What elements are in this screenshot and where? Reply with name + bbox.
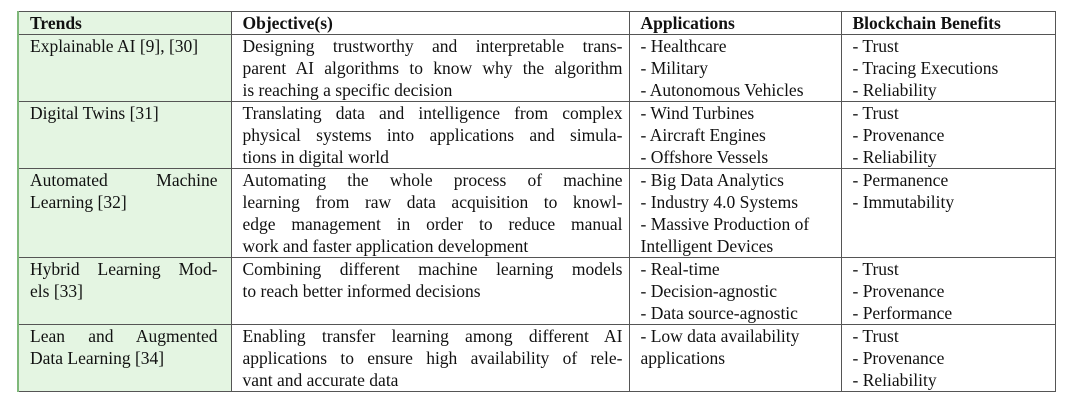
objective-line: applications to ensure high availability of rele- bbox=[242, 348, 623, 368]
trend-line: Automated Machine bbox=[30, 170, 218, 190]
trends-table-container bbox=[17, 11, 1054, 392]
benefit-item: - Provenance bbox=[852, 125, 945, 145]
trend-line: Hybrid Learning Mod- bbox=[30, 259, 218, 279]
trend-line: Lean and Augmented bbox=[30, 326, 218, 346]
trend-cell bbox=[18, 258, 231, 325]
table-row bbox=[18, 169, 1055, 258]
application-item: - Military bbox=[640, 58, 709, 78]
benefit-item: - Permanence bbox=[852, 170, 949, 190]
benefits-cell bbox=[841, 325, 1055, 392]
objective-line: is reaching a specific decision bbox=[242, 80, 453, 100]
application-item: - Data source-agnostic bbox=[640, 303, 798, 323]
table-row bbox=[18, 258, 1055, 325]
objective-line: Designing trustworthy and interpretable trans- bbox=[242, 36, 623, 56]
application-item: - Autonomous Vehicles bbox=[640, 80, 804, 100]
objective-cell bbox=[231, 102, 629, 169]
objective-cell bbox=[231, 325, 629, 392]
table-row bbox=[18, 102, 1055, 169]
application-item: - Healthcare bbox=[640, 36, 727, 56]
applications-cell bbox=[629, 35, 841, 102]
header-objectives: Objective(s) bbox=[231, 12, 629, 35]
trend-line: els [33] bbox=[30, 281, 83, 301]
benefit-item: - Performance bbox=[852, 303, 953, 323]
application-item: - Decision-agnostic bbox=[640, 281, 778, 301]
application-item: Intelligent Devices bbox=[640, 236, 774, 256]
objective-line: Combining different machine learning models bbox=[242, 259, 623, 279]
objective-line: Automating the whole process of machine bbox=[242, 170, 623, 190]
objective-cell bbox=[231, 169, 629, 258]
trend-line: Learning [32] bbox=[30, 192, 127, 212]
benefit-item: - Tracing Executions bbox=[852, 58, 999, 78]
benefit-item: - Trust bbox=[852, 103, 899, 123]
application-item: - Aircraft Engines bbox=[640, 125, 766, 145]
header-trends: Trends bbox=[18, 12, 231, 35]
objective-line: parent AI algorithms to know why the algorithm bbox=[242, 58, 623, 78]
benefits-cell bbox=[841, 169, 1055, 258]
trend-line: Explainable AI [9], [30] bbox=[30, 36, 199, 56]
benefit-item: - Reliability bbox=[852, 370, 937, 390]
benefit-item: - Trust bbox=[852, 259, 899, 279]
trend-cell bbox=[18, 102, 231, 169]
objective-cell bbox=[231, 35, 629, 102]
table-body bbox=[18, 35, 1055, 392]
application-item: - Massive Production of bbox=[640, 214, 810, 234]
applications-cell bbox=[629, 102, 841, 169]
objective-line: tions in digital world bbox=[242, 147, 389, 167]
header-blockchain-benefits: Blockchain Benefits bbox=[841, 12, 1055, 35]
benefit-item: - Reliability bbox=[852, 80, 937, 100]
application-item: - Big Data Analytics bbox=[640, 170, 784, 190]
table-header bbox=[18, 12, 1055, 35]
objective-line: Translating data and intelligence from complex bbox=[242, 103, 623, 123]
applications-cell bbox=[629, 169, 841, 258]
objective-line: physical systems into applications and simula- bbox=[242, 125, 623, 145]
application-item: - Offshore Vessels bbox=[640, 147, 769, 167]
benefit-item: - Immutability bbox=[852, 192, 955, 212]
table-row bbox=[18, 325, 1055, 392]
trend-cell bbox=[18, 325, 231, 392]
trend-line: Digital Twins [31] bbox=[30, 103, 159, 123]
objective-line: edge management in order to reduce manual bbox=[242, 214, 623, 234]
objective-line: vant and accurate data bbox=[242, 370, 399, 390]
benefits-cell bbox=[841, 258, 1055, 325]
application-item: - Industry 4.0 Systems bbox=[640, 192, 798, 212]
trend-cell bbox=[18, 35, 231, 102]
objective-line: to reach better informed decisions bbox=[242, 281, 481, 301]
benefit-item: - Trust bbox=[852, 36, 899, 56]
table-row bbox=[18, 35, 1055, 102]
applications-cell bbox=[629, 258, 841, 325]
trend-line: Data Learning [34] bbox=[30, 348, 165, 368]
application-item: applications bbox=[640, 348, 726, 368]
trends-table bbox=[17, 11, 1056, 392]
objective-line: Enabling transfer learning among different AI bbox=[242, 326, 623, 346]
application-item: - Wind Turbines bbox=[640, 103, 755, 123]
objective-line: learning from raw data acquisition to knowl- bbox=[242, 192, 623, 212]
benefit-item: - Provenance bbox=[852, 281, 945, 301]
objective-line: work and faster application development bbox=[242, 236, 529, 256]
header-applications: Applications bbox=[629, 12, 841, 35]
header-row bbox=[18, 12, 1055, 35]
applications-cell bbox=[629, 325, 841, 392]
benefits-cell bbox=[841, 35, 1055, 102]
benefit-item: - Reliability bbox=[852, 147, 937, 167]
application-item: - Low data availability bbox=[640, 326, 800, 346]
benefit-item: - Provenance bbox=[852, 348, 945, 368]
benefit-item: - Trust bbox=[852, 326, 899, 346]
application-item: - Real-time bbox=[640, 259, 720, 279]
benefits-cell bbox=[841, 102, 1055, 169]
objective-cell bbox=[231, 258, 629, 325]
trend-cell bbox=[18, 169, 231, 258]
